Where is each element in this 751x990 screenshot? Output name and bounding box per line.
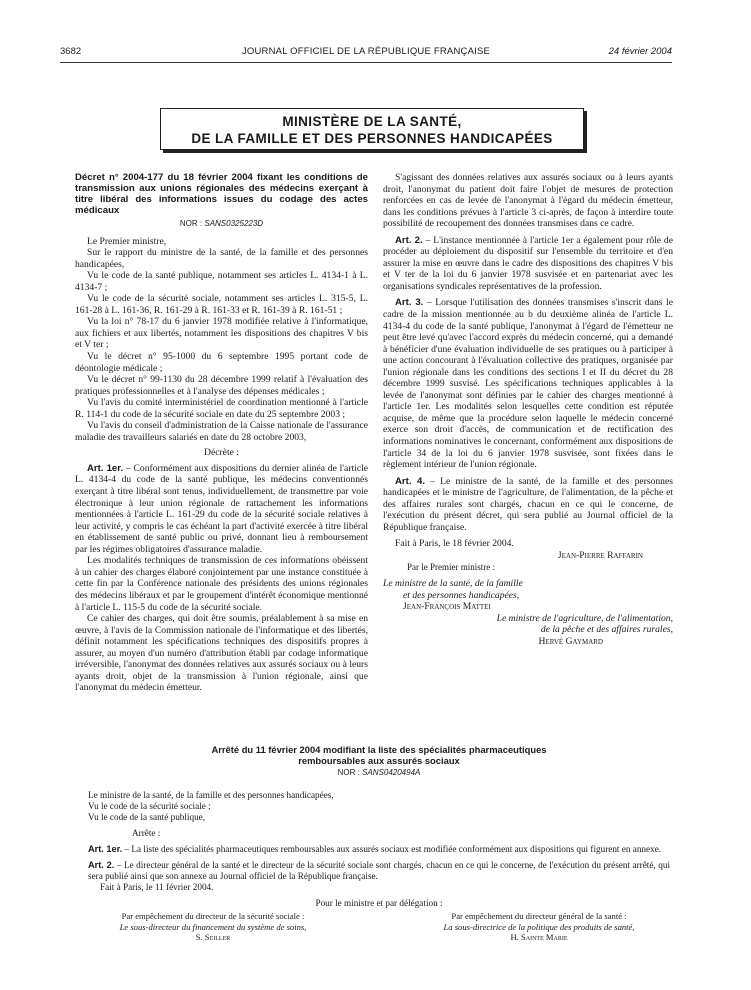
decrete-label: Décrète : bbox=[204, 447, 239, 459]
arrete-fait: Fait à Paris, le 11 février 2004. bbox=[100, 882, 214, 892]
pour-le-ministre: Pour le ministre et par délégation : bbox=[315, 898, 443, 908]
visa-7: Vu l'avis du comité interministériel de coordination mentionné à l'article R. 114-1 du code de la sécurité sociale en date du 25 septembre 2003 ; bbox=[75, 397, 368, 420]
ministre-agriculture-line-1: Le ministre de l'agriculture, de l'alimentation, bbox=[496, 612, 673, 624]
signature-sainte-marie: H. Sainte Marie bbox=[510, 932, 568, 942]
ministry-line-2: DE LA FAMILLE ET DES PERSONNES HANDICAPÉES bbox=[191, 131, 553, 146]
signature-block-sante: Par empêchement du directeur général de la santé : La sous-directrice de la politique des produits de santé, H. Sainte Marie bbox=[408, 911, 670, 943]
arrete-intro-2: Vu le code de la sécurité sociale ; bbox=[88, 801, 211, 811]
arrete-label: Arrête : bbox=[132, 828, 161, 838]
decret-title: Décret n° 2004-177 du 18 février 2004 fixant les conditions de transmission aux unions régionales des médecins exerçant à titre libéral des informations issues du codage des actes médicaux bbox=[75, 172, 368, 216]
signature-gaymard: Hervé Gaymard bbox=[538, 635, 603, 647]
visa-4: Vu la loi n° 78-17 du 6 janvier 1978 modifiée relative à l'informatique, aux fichiers et aux libertés, notamment les dispositions des chapitres V bis et V ter ; bbox=[75, 316, 368, 351]
visa-2: Vu le code de la santé publique, notamment ses articles L. 4134-1 à L. 4134-7 ; bbox=[75, 270, 368, 293]
arrete-section bbox=[88, 744, 670, 949]
article-1-para-3: Ce cahier des charges, qui doit être soumis, préalablement à sa mise en œuvre, à l'avis de la Commission nationale de l'informatique et des libertés, définit notamment les spécifications techniques des dispositifs propres à assurer, au moyen d'un numéro d'attribution établi par codage informatique irréversible, l'anonymat des données relatives aux assurés sociaux ou à leurs ayants droit, objet de la transmission à l'union régionale, ainsi que l'anonymat du médecin émetteur. bbox=[75, 613, 368, 694]
article-1-label: Art. 1er. bbox=[87, 462, 124, 474]
arrete-title-line-1: Arrêté du 11 février 2004 modifiant la liste des spécialités pharmaceutiques bbox=[211, 744, 547, 755]
decret-column-left bbox=[75, 172, 368, 694]
arrete-nor: NOR : SANS0420494A bbox=[337, 768, 421, 777]
article-1-para-4: S'agissant des données relatives aux assurés sociaux ou à leurs ayants droit, l'anonymat du patient doit faire l'objet de mesures de protection renforcées en cas de levée de l'anonymat à l'égard du médecin émetteur, dans les conditions prévues à l'article 3 ci-après, de façon à interdire toute possibilité de recoupement des données transmises dans ce cadre. bbox=[383, 172, 673, 230]
header-rule bbox=[60, 62, 672, 63]
article-4: Art. 4. – Le ministre de la santé, de la famille et des personnes handicapées et le ministre de l'agriculture, de l'alimentation, de la pêche et des affaires rurales sont chargés, chacun en ce qui le concerne, de l'exécution du présent décret, qui sera publié au Journal officiel de la République française. bbox=[383, 475, 673, 533]
visa-8: Vu l'avis du conseil d'administration de la Caisse nationale de l'assurance maladie des travailleurs salariés en date du 28 octobre 2003, bbox=[75, 420, 368, 443]
issue-date: 24 février 2004 bbox=[608, 46, 672, 57]
arrete-signatures bbox=[88, 911, 670, 949]
page-number: 3682 bbox=[60, 46, 82, 57]
article-2: Art. 2. – L'instance mentionnée à l'article 1er a également pour rôle de procéder au déploiement du dispositif sur l'ensemble du territoire et d'en assurer la mise en œuvre dans le cadre des dispositions des chapitres V bis et V ter de la loi du 6 janvier 1978 susvisée et en partenariat avec les organisations syndicales représentatives de la profession. bbox=[383, 234, 673, 292]
decret-fait: Fait à Paris, le 18 février 2004. bbox=[395, 538, 514, 550]
signature-mattei: Jean-François Mattei bbox=[403, 601, 491, 613]
article-1-para-2: Les modalités techniques de transmission de ces informations obéissent à un cahier des charges élaboré conjointement par une instance constituée à cette fin par la Conférence nationale des présidents des unions régionales des médecins libéraux et par le groupement d'intérêt économique mentionné à l'article L. 115-5 du code de la sécurité sociale. bbox=[75, 555, 368, 613]
article-2-label: Art. 2. bbox=[395, 234, 423, 246]
arrete-article-1: Art. 1er. – La liste des spécialités pharmaceutiques remboursables aux assurés sociaux est modifiée conformément aux dispositions qui figurent en annexe. bbox=[88, 844, 662, 854]
article-4-label: Art. 4. bbox=[395, 475, 425, 487]
ministre-sante-line-1: Le ministre de la santé, de la famille bbox=[383, 578, 523, 590]
premier-ministre: Le Premier ministre, bbox=[87, 235, 167, 247]
running-header bbox=[60, 46, 672, 60]
article-3-label: Art. 3. bbox=[395, 297, 424, 309]
visa-6: Vu le décret n° 99-1130 du 28 décembre 1999 relatif à l'évaluation des pratiques professionnelles et à l'analyse des dépenses médicales ; bbox=[75, 374, 368, 397]
decret-column-right bbox=[383, 172, 673, 647]
arrete-article-2: Art. 2. – Le directeur général de la santé et le directeur de la sécurité sociale sont chargés, chacun en ce qui le concerne, de l'exécution du présent arrêté, qui sera publié ainsi que son annexe au Journal officiel de la République française. bbox=[88, 860, 670, 881]
arrete-intro-3: Vu le code de la santé publique, bbox=[88, 812, 206, 822]
arrete-intro-1: Le ministre de la santé, de la famille et des personnes handicapées, bbox=[88, 790, 334, 800]
arrete-title-line-2: remboursables aux assurés sociaux bbox=[298, 755, 460, 766]
visa-5: Vu le décret n° 95-1000 du 6 septembre 1995 portant code de déontologie médicale ; bbox=[75, 351, 368, 374]
ministre-sante-line-2: et des personnes handicapées, bbox=[403, 589, 520, 601]
article-1: Art. 1er. – Conformément aux dispositions du dernier alinéa de l'article L. 4134-4 du code de la santé publique, les médecins conventionnés exerçant à titre libéral sont tenus, individuellement, de transmettre par voie électronique à leur union régionale de rattachement les informations mentionnées à l'article L. 161-29 du code de la sécurité sociale relatives à leur activité, y compris le cas échéant la part d'activité exercée à titre libéral en établissement de santé public ou privé, donnant lieu à remboursement par les régimes obligatoires d'assurance maladie. bbox=[75, 462, 368, 555]
ministry-heading-box bbox=[160, 108, 584, 150]
visa-1: Sur le rapport du ministre de la santé, de la famille et des personnes handicapées, bbox=[75, 247, 368, 270]
signature-seiller: S. Seiller bbox=[195, 932, 231, 942]
decret-nor: NOR : SANS0325223D bbox=[179, 219, 264, 228]
visa-3: Vu le code de la sécurité sociale, notamment ses articles L. 315-5, L. 161-28 à L. 161-36, R. 161-29 à R. 161-33 et R. 161-39 à R. 161-51 ; bbox=[75, 293, 368, 316]
ministre-agriculture-line-2: de la pêche et des affaires rurales, bbox=[540, 624, 673, 636]
arrete-article-2-label: Art. 2. bbox=[88, 860, 115, 870]
article-3: Art. 3. – Lorsque l'utilisation des données transmises s'inscrit dans le cadre de la mission mentionnée au b du deuxième alinéa de l'article L. 4134-4 du code de la santé publique, l'anonymat à l'égard de l'émetteur ne peut être levé qu'avec l'accord exprès du médecin concerné, qui a demandé à bénéficier d'une évaluation individuelle de ses pratiques ou à participer à une action concourant à l'évaluation collective des pratiques, organisée par l'union régionale dans les conditions des sections I et II du décret du 28 décembre 1999 susvisé. Les spécifications techniques applicables à la levée de l'anonymat sont définies par le cahier des charges mentionné à l'article 1er. Les modalités selon lesquelles cette condition est réputée acquise, de même que la procédure selon laquelle le médecin concerné exerce son droit d'accès, de communication et de rectification des informations nominatives le concernant, conformément aux dispositions de l'article 34 de la loi du 6 janvier 1978 susvisée, sont fixées dans le règlement intérieur de l'union régionale. bbox=[383, 297, 673, 471]
par-premier-ministre: Par le Premier ministre : bbox=[407, 561, 495, 572]
signature-raffarin: Jean-Pierre Raffarin bbox=[557, 549, 643, 561]
journal-title: JOURNAL OFFICIEL DE LA RÉPUBLIQUE FRANÇAISE bbox=[241, 46, 491, 57]
signature-block-securite-sociale: Par empêchement du directeur de la sécurité sociale : Le sous-directeur du financement du système de soins, S. Seiller bbox=[88, 911, 338, 943]
arrete-article-1-label: Art. 1er. bbox=[88, 844, 123, 854]
ministry-line-1: MINISTÈRE DE LA SANTÉ, bbox=[282, 114, 462, 129]
